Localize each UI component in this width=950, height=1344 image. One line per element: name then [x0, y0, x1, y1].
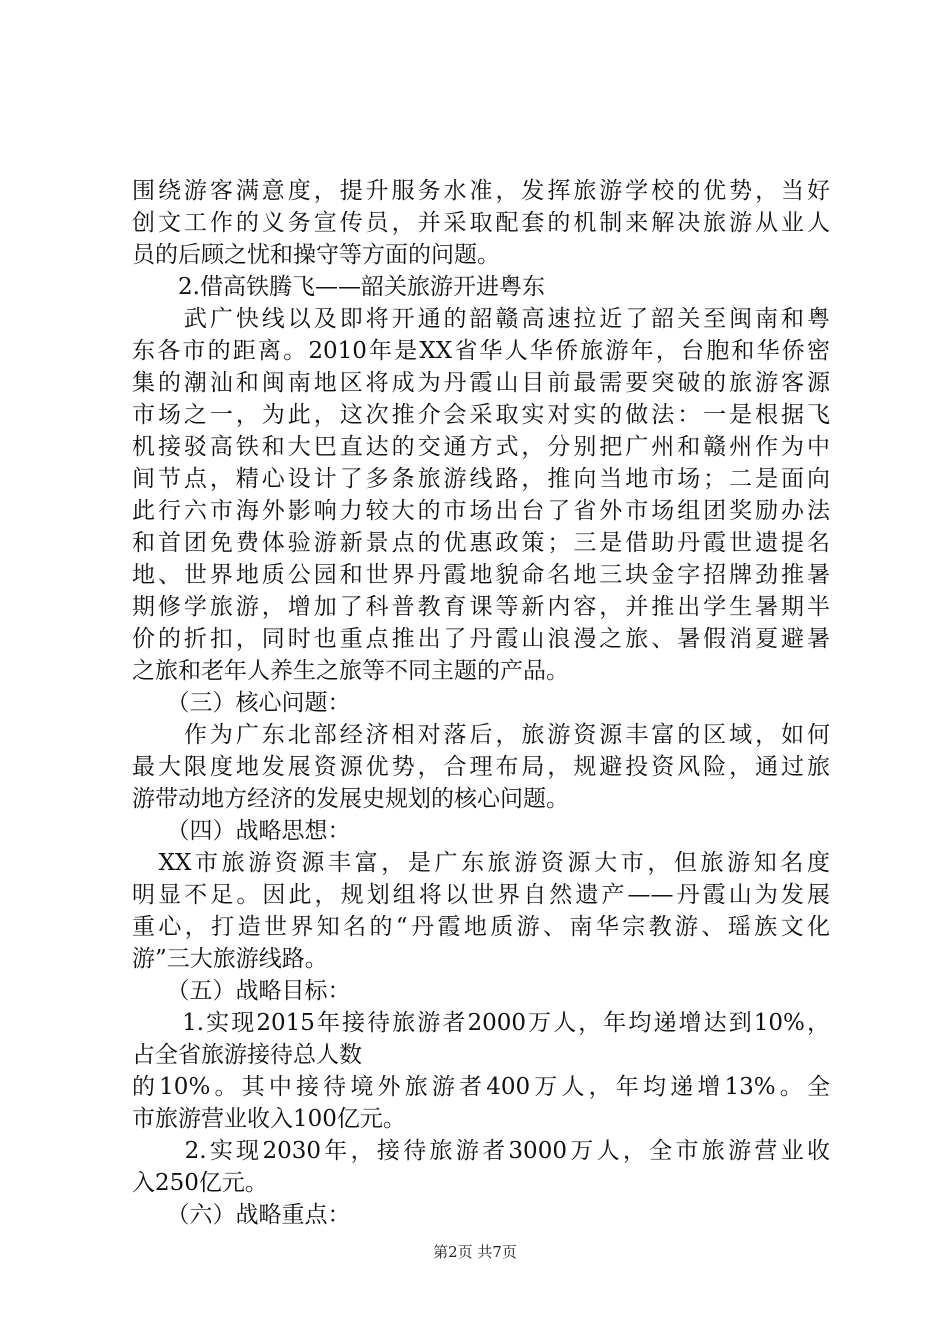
text-line: 此行六市海外影响力较大的市场出台了省外市场组团奖励办法: [132, 498, 830, 524]
text-line: 武广快线以及即将开通的韶赣高速拉近了韶关至闽南和粤: [132, 306, 830, 332]
text-line: 之旅和老年人养生之旅等不同主题的产品。: [132, 658, 569, 684]
document-body: [132, 175, 830, 1231]
text-line: 东各市的距离。2010年是XX省华人华侨旅游年，台胞和华侨密: [132, 338, 830, 364]
text-line: 明显不足。因此，规划组将以世界自然遗产——丹霞山为发展: [132, 882, 830, 908]
text-line: 重心，打造世界知名的“丹霞地质游、南华宗教游、瑶族文化: [132, 914, 830, 940]
text-line: 市旅游营业收入100亿元。: [132, 1106, 406, 1132]
section-heading: （三）核心问题：: [132, 690, 351, 716]
text-line: 地、世界地质公园和世界丹霞地貌命名地三块金字招牌劲推暑: [132, 562, 830, 588]
text-line: 2.实现2030年，接待旅游者3000万人，全市旅游营业收: [132, 1138, 830, 1164]
text-line: 1.实现2015年接待旅游者2000万人，年均递增达到10%，: [132, 1010, 830, 1036]
section-heading: （四）战略思想：: [132, 818, 351, 844]
page-number-footer: 第2页 共7页: [433, 1243, 517, 1261]
text-line: 的10%。其中接待境外旅游者400万人，年均递增13%。全: [132, 1074, 830, 1100]
text-line: 游”三大旅游线路。: [132, 946, 328, 972]
text-line: 间节点，精心设计了多条旅游线路，推向当地市场；二是面向: [132, 466, 830, 492]
text-line: XX市旅游资源丰富，是广东旅游资源大市，但旅游知名度: [132, 850, 830, 876]
section-heading: （五）战略目标：: [132, 978, 351, 1004]
text-line: 作为广东北部经济相对落后，旅游资源丰富的区域，如何: [132, 722, 830, 748]
text-line: 游带动地方经济的发展史规划的核心问题。: [132, 786, 569, 812]
text-line: 围绕游客满意度，提升服务水准，发挥旅游学校的优势，当好: [132, 178, 830, 204]
text-line: 创文工作的义务宣传员，并采取配套的机制来解决旅游从业人: [132, 210, 830, 236]
text-line: 入250亿元。: [132, 1170, 268, 1196]
section-heading: 2.借高铁腾飞——韶关旅游开进粤东: [132, 274, 545, 300]
text-line: 最大限度地发展资源优势，合理布局，规避投资风险，通过旅: [132, 754, 830, 780]
text-line: 和首团免费体验游新景点的优惠政策；三是借助丹霞世遗提名: [132, 530, 830, 556]
text-line: 集的潮汕和闽南地区将成为丹霞山目前最需要突破的旅游客源: [132, 370, 830, 396]
text-line: 员的后顾之忧和操守等方面的问题。: [132, 242, 500, 268]
text-line: 市场之一，为此，这次推介会采取实对实的做法：一是根据飞: [132, 402, 830, 428]
section-heading: （六）战略重点：: [132, 1202, 351, 1228]
text-line: 占全省旅游接待总人数: [132, 1042, 362, 1068]
text-line: 机接驳高铁和大巴直达的交通方式，分别把广州和赣州作为中: [132, 434, 830, 460]
text-line: 价的折扣，同时也重点推出了丹霞山浪漫之旅、暑假消夏避暑: [132, 626, 830, 652]
text-line: 期修学旅游，增加了科普教育课等新内容，并推出学生暑期半: [132, 594, 830, 620]
